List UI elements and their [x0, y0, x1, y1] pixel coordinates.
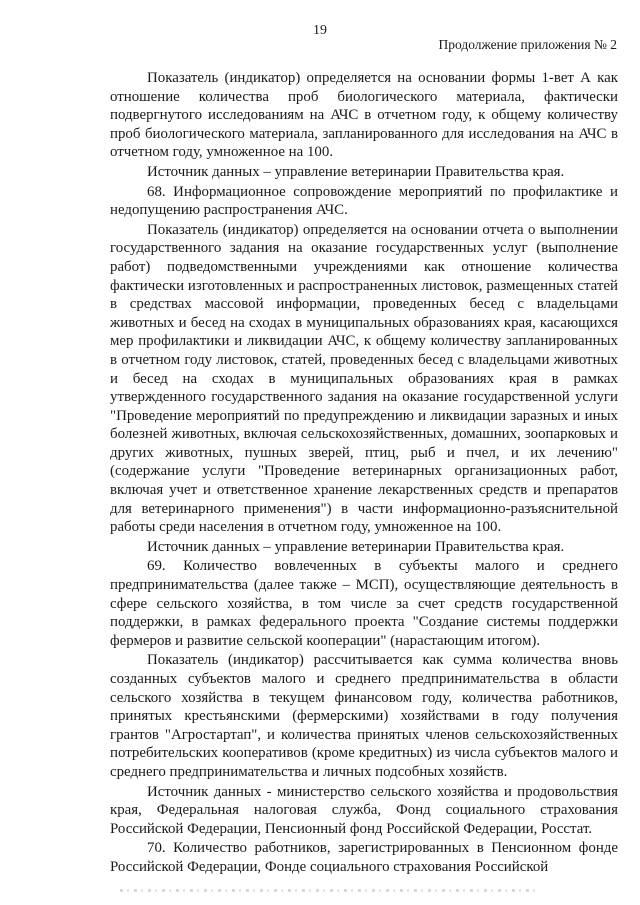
paragraph: 70. Количество работников, зарегистрированных в Пенсионном фонде Российской Федерации, Фонде социального страхования Российской — [110, 840, 618, 875]
appendix-note: Продолжение приложения № 2 — [438, 37, 617, 52]
paragraph: Источник данных - министерство сельского хозяйства и продовольствия края, Федеральная налоговая служба, Фонд социального страхования Российской Федерации, Пенсионный фонд Российской Федерации, Росстат. — [110, 783, 618, 837]
paragraph: 69. Количество вовлеченных в субъекты малого и среднего предпринимательства (далее также – МСП), осуществляющие деятельность в сфере сельского хозяйства, в том числе за счет средств государственной поддержки, в рамках федерального проекта "Создание системы поддержки фермеров и развитие сельской кооперации" (нарастающим итогом). — [110, 558, 618, 649]
paragraph: 68. Информационное сопровождение мероприятий по профилактике и недопущению распространения АЧС. — [110, 183, 618, 219]
paragraph: Источник данных – управление ветеринарии Правительства края. — [147, 538, 565, 555]
paragraph: Источник данных – управление ветеринарии Правительства края. — [147, 163, 565, 180]
paragraph: Показатель (индикатор) определяется на основании отчета о выполнении государственного задания на оказание государственных услуг (выполнение работ) подведомственными учреждениями как отношение количества фактически изготовленных и распространенных листовок, размещенных статей в средствах массовой информации, проведенных бесед с владельцами животных и бесед на сходах в муниципальных образованиях края, касающихся мер профилактики и ликвидации АЧС, к общему количеству запланированных в отчетном году листовок, статей, проведенных бесед с владельцами животных и бесед на сходах в муниципальных образованиях края в рамках утвержденного государственного задания на оказание государственной услуги "Проведение мероприятий по предупреждению и ликвидации заразных и иных болезней животных, включая сельскохозяйственных, домашних, зоопарковых и других животных, пушных зверей, птиц, рыб и пчел, и их лечению" (содержание услуги "Проведение ветеринарных организационных работ, включая учет и ответственное хранение лекарственных средств и препаратов для ветеринарного применения") в части информационно-разъяснительной работы среди населения в отчетном году, умноженное на 100. — [110, 221, 618, 536]
paragraph: Показатель (индикатор) рассчитывается как сумма количества вновь созданных субъектов малого и среднего предпринимательства в области сельского хозяйства в текущем финансовом году, количества работников, принятых крестьянскими (фермерскими) хозяйствами в году получения грантов "Агростартап", и количества принятых членов сельскохозяйственных потребительских кооперативов (кроме кредитных) из числа субъектов малого и среднего предпринимательства и личных подсобных хозяйств. — [110, 652, 618, 780]
scan-artifact-line — [120, 889, 540, 892]
page-number: 19 — [313, 23, 327, 38]
document-body — [110, 69, 618, 878]
paragraph: Показатель (индикатор) определяется на основании формы 1-вет А как отношение количества проб биологического материала, фактически подвергнутого исследованиям на АЧС в отчетном году, к общему количеству проб биологического материала, запланированного для исследования на АЧС в отчетном году, умноженное на 100. — [110, 70, 618, 161]
